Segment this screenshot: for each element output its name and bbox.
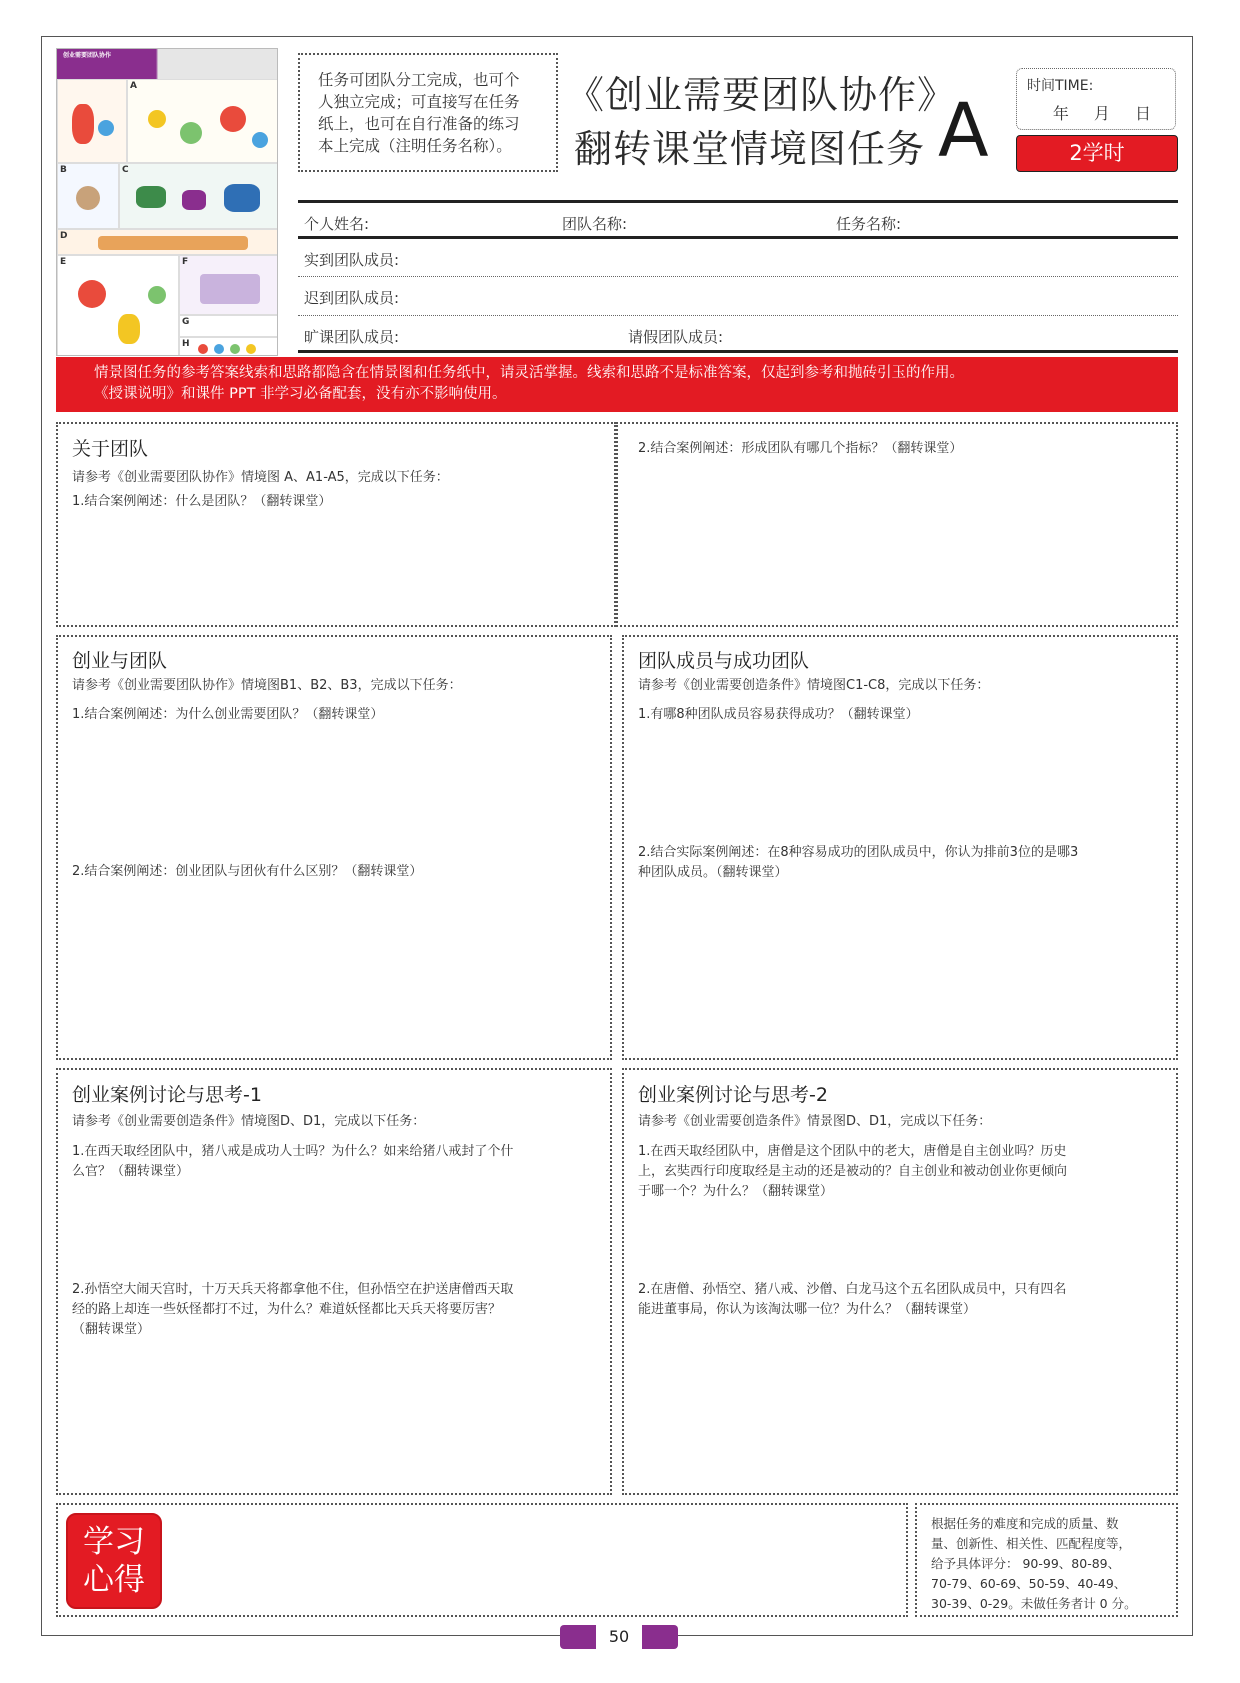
page-number-tab [642, 1625, 678, 1649]
name-field[interactable]: 个人姓名: [304, 215, 370, 233]
task-name-field[interactable]: 任务名称: [836, 215, 902, 233]
thumbnail-cell-h: H [179, 337, 278, 356]
badge-line: 心得 [83, 1562, 145, 1598]
task-question: （翻转课堂） [72, 1322, 151, 1337]
thumbnail-cell-b: B [57, 163, 119, 229]
thumbnail-grid [57, 79, 277, 356]
badge-line: 学习 [83, 1524, 145, 1560]
section-title: 关于团队 [72, 438, 149, 460]
team-name-field[interactable]: 团队名称: [562, 215, 628, 233]
section-reference: 请参考《创业需要团队协作》情境图 A、A1-A5，完成以下任务： [72, 470, 449, 485]
present-members-field[interactable]: 实到团队成员: [304, 251, 400, 269]
note-line: 任务可团队分工完成，也可个 [318, 71, 520, 89]
thumbnail-cell-d: D [57, 229, 278, 255]
startup-team-box[interactable] [56, 635, 612, 1060]
page-number-text: 50 [596, 1625, 642, 1649]
scoring-line: 30-39、0-29。未做任务者计 0 分。 [931, 1596, 1137, 1611]
sheet-letter: A [938, 88, 989, 174]
task-question: 经的路上却连一些妖怪都打不过，为什么？难道妖怪都比天兵天将要厉害？ [72, 1302, 502, 1317]
leave-members-field[interactable]: 请假团队成员: [628, 328, 724, 346]
task-question: 上，玄奘西行印度取经是主动的还是被动的？自主创业和被动创业你更倾向 [638, 1164, 1068, 1179]
task-question: 种团队成员。（翻转课堂） [638, 865, 788, 880]
section-title: 创业与团队 [72, 650, 168, 672]
thumbnail-banner-text: 创业需要团队协作 [63, 52, 112, 59]
task-question: 2.结合实际案例阐述：在8种容易成功的团队成员中，你认为排前3位的是哪3 [638, 845, 1079, 860]
section-title: 创业案例讨论与思考-2 [638, 1084, 828, 1106]
task-question: 能进董事局，你认为该淘汰哪一位？为什么？（翻转课堂） [638, 1302, 977, 1317]
absent-members-field[interactable]: 旷课团队成员: [304, 328, 400, 346]
note-line: 纸上，也可在自行准备的练习 [318, 115, 520, 133]
note-line: 人独立完成；可直接写在任务 [318, 93, 520, 111]
page-subtitle: 翻转课堂情境图任务 [574, 127, 926, 171]
section-reference: 请参考《创业需要团队协作》情境图B1、B2、B3，完成以下任务： [72, 678, 462, 693]
scoring-line: 给予具体评分： 90-99、80-89、 [931, 1556, 1121, 1571]
divider [298, 276, 1178, 277]
thumbnail-cell-f: F [179, 255, 278, 315]
study-notes-badge [66, 1513, 162, 1609]
section-title: 团队成员与成功团队 [638, 650, 810, 672]
study-notes-box[interactable] [56, 1503, 908, 1617]
time-box[interactable] [1016, 68, 1176, 130]
task-question: 于哪一个？为什么？（翻转课堂） [638, 1184, 834, 1199]
date-fields: 年 月 日 [1052, 104, 1161, 123]
scoring-line: 根据任务的难度和完成的质量、数 [931, 1516, 1119, 1531]
task-question: 1.在西天取经团队中，唐僧是这个团队中的老大，唐僧是自主创业吗？历史 [638, 1144, 1067, 1159]
scoring-line: 量、创新性、相关性、匹配程度等， [931, 1536, 1132, 1551]
notice-line: 情景图任务的参考答案线索和思路都隐含在情景图和任务纸中，请灵活掌握。线索和思路不是标准答案，仅起到参考和抛砖引玉的作用。 [94, 365, 964, 381]
notice-bar [56, 357, 1178, 412]
section-reference: 请参考《创业需要创造条件》情境图C1-C8，完成以下任务： [638, 678, 990, 693]
task-question: 2.结合案例阐述：形成团队有哪几个指标？（翻转课堂） [638, 441, 963, 456]
notice-line: 《授课说明》和课件 PPT 非学习必备配套，没有亦不影响使用。 [94, 386, 507, 402]
late-members-field[interactable]: 迟到团队成员: [304, 289, 400, 307]
task-question: 2.在唐僧、孙悟空、猪八戒、沙僧、白龙马这个五名团队成员中，只有四名 [638, 1282, 1067, 1297]
task-question: 么官？（翻转课堂） [72, 1164, 190, 1179]
scoring-rules [915, 1503, 1178, 1617]
thumbnail-cell-c: C [119, 163, 278, 229]
task-question: 1.结合案例阐述：什么是团队？（翻转课堂） [72, 494, 332, 509]
page-number [560, 1625, 678, 1649]
divider [298, 236, 1178, 239]
note-line: 本上完成（注明任务名称）。 [318, 137, 512, 155]
divider [298, 350, 1178, 353]
thumbnail-cell [57, 79, 127, 163]
section-reference: 请参考《创业需要创造条件》情景图D、D1，完成以下任务： [638, 1114, 992, 1129]
task-question: 2.孙悟空大闹天宫时，十万天兵天将都拿他不住，但孙悟空在护送唐僧西天取 [72, 1282, 514, 1297]
page-title: 《创业需要团队协作》 [566, 73, 957, 117]
time-label: 时间TIME: [1027, 78, 1094, 94]
task-question: 1.结合案例阐述：为什么创业需要团队？（翻转课堂） [72, 707, 384, 722]
page-number-tab [560, 1625, 596, 1649]
section-reference: 请参考《创业需要创造条件》情境图D、D1，完成以下任务： [72, 1114, 426, 1129]
task-question: 1.有哪8种团队成员容易获得成功？（翻转课堂） [638, 707, 919, 722]
divider [298, 200, 1178, 203]
scene-thumbnail [56, 48, 278, 356]
thumbnail-cell-a: A [127, 79, 278, 163]
thumbnail-cell-g: G [179, 315, 278, 337]
task-question: 2.结合案例阐述：创业团队与团伙有什么区别？（翻转课堂） [72, 864, 423, 879]
task-question: 1.在西天取经团队中，猪八戒是成功人士吗？为什么？如来给猪八戒封了个什 [72, 1144, 514, 1159]
instructions-note [298, 53, 558, 172]
hours-badge: 2学时 [1016, 135, 1178, 172]
scoring-line: 70-79、60-69、50-59、40-49、 [931, 1576, 1127, 1591]
divider [298, 315, 1178, 316]
section-title: 创业案例讨论与思考-1 [72, 1084, 262, 1106]
thumbnail-banner [57, 49, 277, 79]
thumbnail-cell-e: E [57, 255, 179, 356]
